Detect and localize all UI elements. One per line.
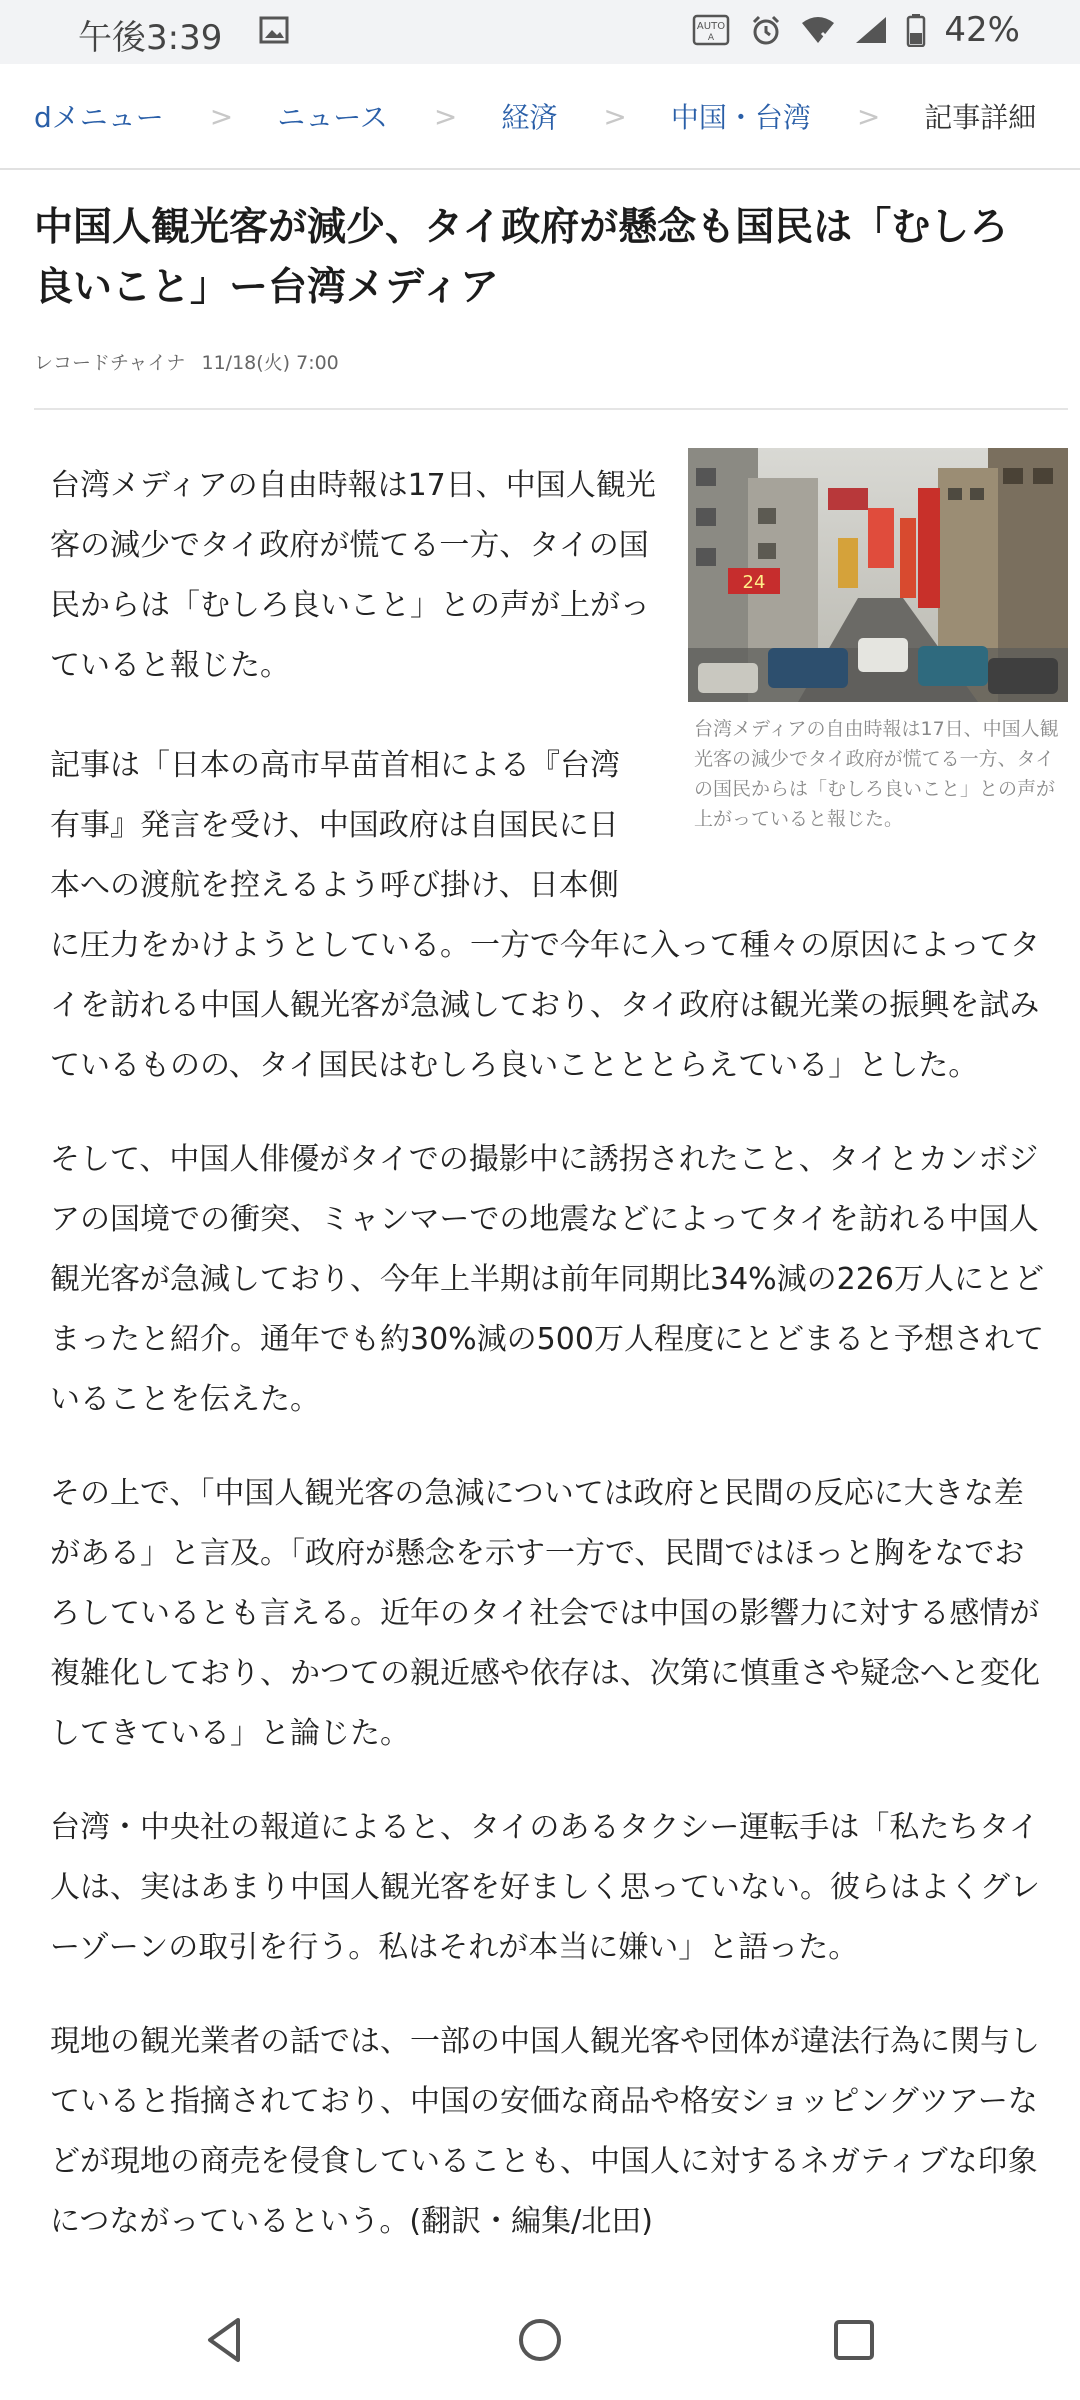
- photo-sign-text: 24: [742, 572, 766, 593]
- breadcrumb-dmenu[interactable]: dメニュー: [34, 101, 164, 134]
- paragraph-2-text: 記事は「日本の高市早苗首相による『台湾有事』発言を受け、中国政府は自国民に日本への渡航を控えるよう呼び掛け、日本側に圧力をかけようとしている。一方で今年に入って種々の原因によってタイを訪れる中国人観光客が急減しており、タイ政府は観光業の振興を試みているものの、タイ国民はむしろ良いことととらえている」とした。: [50, 748, 1040, 1083]
- recents-icon[interactable]: [828, 2314, 880, 2366]
- divider: [34, 408, 1068, 410]
- paragraph-3: そして、中国人俳優がタイでの撮影中に誘拐されたこと、タイとカンボジアの国境での衝突、ミャンマーでの地震などによってタイを訪れる中国人観光客が急減しており、今年上半期は前年同期比34%減の226万人にとどまったと紹介。通年でも約30%減の500万人程度にとどまると予想されていることを伝えた。: [50, 1142, 1044, 1417]
- chevron-right-icon: >: [433, 99, 458, 133]
- navigation-bar: [0, 2280, 1080, 2400]
- battery-icon: [906, 13, 926, 47]
- paragraph-6: 現地の観光業者の話では、一部の中国人観光客や団体が違法行為に関与していると指摘されており、中国の安価な商品や格安ショッピングツアーなどが現地の商売を侵食していることも、中国人に対するネガティブな印象につながっているという。(翻訳・編集/北田): [50, 2024, 1040, 2239]
- figure-spacer: [644, 736, 1044, 916]
- chevron-right-icon: >: [856, 99, 881, 133]
- chevron-right-icon: >: [603, 99, 627, 133]
- svg-text:AUTO: AUTO: [697, 21, 726, 32]
- breadcrumb-article-detail: 記事詳細: [924, 101, 1037, 134]
- alarm-icon: [750, 14, 782, 46]
- image-caption: 台湾メディアの自由時報は17日、中国人観光客の減少でタイ政府が慌てる一方、タイの国民からは「むしろ良いこと」との声が上がっていると報じた。: [694, 718, 1059, 830]
- article-date: 11/18(火) 7:00: [201, 352, 339, 374]
- wifi-icon: [800, 15, 836, 45]
- svg-text:A: A: [708, 33, 715, 43]
- auto-brightness-icon: [692, 13, 732, 47]
- breadcrumb-news[interactable]: ニュース: [277, 101, 388, 134]
- status-icons: [692, 10, 1020, 50]
- paragraph-1: 台湾メディアの自由時報は17日、中国人観光客の減少でタイ政府が慌てる一方、タイの国民からは「むしろ良いこと」との声が上がっていると報じた。: [50, 468, 656, 683]
- article-title: 中国人観光客が減少、タイ政府が懸念も国民は「むしろ良いこと」ー台湾メディア: [34, 205, 1009, 310]
- gallery-icon: [258, 14, 290, 46]
- article-source[interactable]: レコードチャイナ: [34, 352, 186, 374]
- back-icon[interactable]: [200, 2314, 252, 2366]
- paragraph-2: [50, 736, 1044, 1096]
- battery-percent: 42%: [944, 10, 1020, 50]
- home-icon[interactable]: [514, 2314, 566, 2366]
- status-time: 午後3:39: [78, 18, 223, 58]
- breadcrumb-china-taiwan[interactable]: 中国・台湾: [670, 101, 811, 134]
- breadcrumb-economy[interactable]: 経済: [501, 101, 558, 134]
- status-bar: [0, 0, 1080, 64]
- paragraph-5: 台湾・中央社の報道によると、タイのあるタクシー運転手は「私たちタイ人は、実はあまり中国人観光客を好ましく思っていない。彼らはよくグレーゾーンの取引を行う。私はそれが本当に嫌い」と語った。: [50, 1810, 1040, 1965]
- paragraph-4: その上で、「中国人観光客の急減については政府と民間の反応に大きな差がある」と言及。「政府が懸念を示す一方で、民間ではほっと胸をなでおろしているとも言える。近年のタイ社会では中国の影響力に対する感情が複雑化しており、かつての親近感や依存は、次第に慎重さや疑念へと変化してきている」と論じた。: [50, 1476, 1040, 1751]
- signal-icon: [854, 15, 888, 45]
- breadcrumb: [0, 64, 1080, 170]
- article-meta: [34, 348, 349, 375]
- chevron-right-icon: >: [209, 99, 234, 133]
- article-photo[interactable]: [688, 448, 1068, 702]
